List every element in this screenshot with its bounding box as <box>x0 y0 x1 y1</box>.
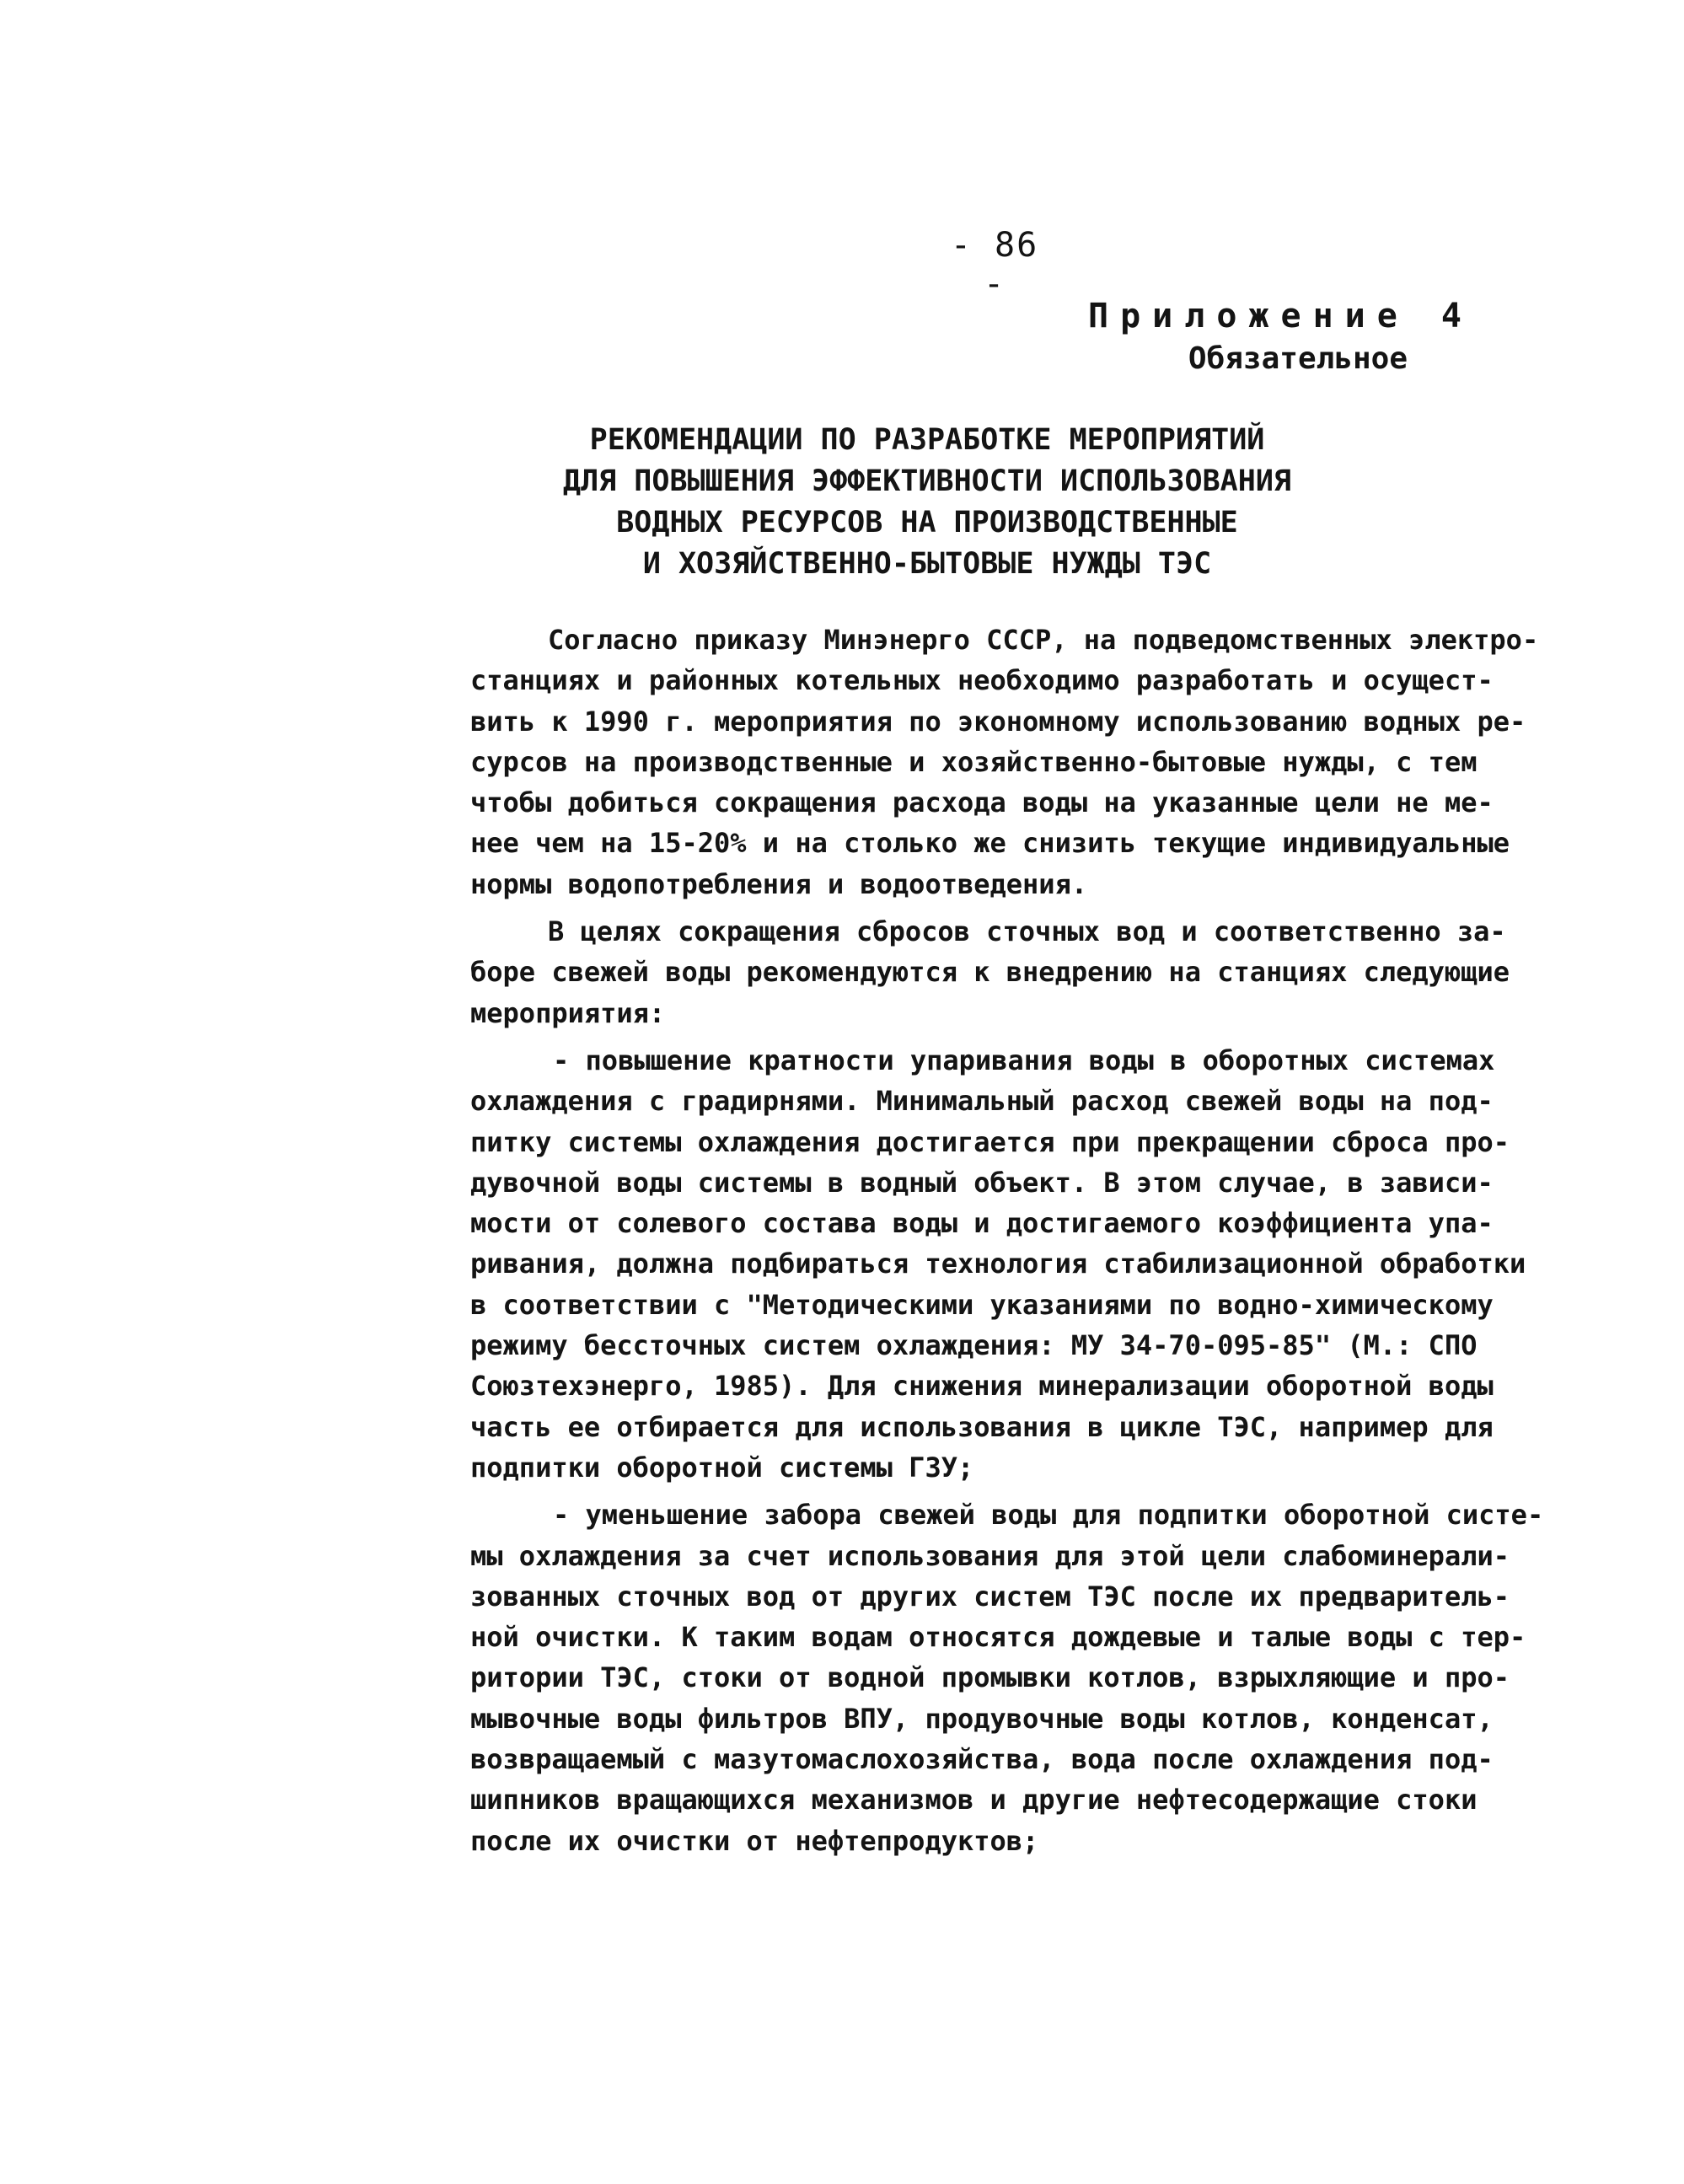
text-line: мы охлаждения за счет использования для этой цели слабоминерали- <box>470 1539 1510 1572</box>
text-line: чтобы добиться сокращения расхода воды на указанные цели не ме- <box>470 786 1494 819</box>
text-line: ривания, должна подбираться технология стабилизационной обработки <box>470 1248 1526 1280</box>
title-line: РЕКОМЕНДАЦИИ ПО РАЗРАБОТКЕ МЕРОПРИЯТИЙ <box>589 423 1265 457</box>
text-line: ной очистки. К таким водам относятся дождевые и талые воды с тер- <box>470 1621 1526 1654</box>
text-line: после их очистки от нефтепродуктов; <box>470 1824 1039 1857</box>
text-line: шипников вращающихся механизмов и другие нефтесодержащие стоки <box>470 1784 1478 1816</box>
paragraph-fresh-water <box>470 1494 1544 1861</box>
body-text <box>470 620 1544 1861</box>
text-line: охлаждения с градирнями. Минимальный расход свежей воды на под- <box>470 1085 1494 1118</box>
text-line: нее чем на 15-20% и на столько же снизить текущие индивидуальные <box>470 827 1510 860</box>
text-line: дувочной воды системы в водный объект. В этом случае, в зависи- <box>470 1166 1494 1199</box>
appendix-status: Обязательное <box>1188 341 1408 376</box>
text-line: питку системы охлаждения достигается при прекращении сброса про- <box>470 1125 1510 1158</box>
text-line: В целях сокращения сбросов сточных вод и соответственно за- <box>548 915 1506 948</box>
text-line: в соответствии с "Методическими указаниями по водно-химическому <box>470 1288 1494 1321</box>
text-line: ритории ТЭС, стоки от водной промывки котлов, взрыхляющие и про- <box>470 1661 1510 1694</box>
text-line: мероприятия: <box>470 996 666 1029</box>
text-line: Союзтехэнерго, 1985). Для снижения минерализации оборотной воды <box>470 1370 1494 1403</box>
text-line: мывочные воды фильтров ВПУ, продувочные воды котлов, конденсат, <box>470 1702 1494 1735</box>
text-line: зованных сточных вод от других систем ТЭС после их предваритель- <box>470 1580 1510 1613</box>
text-line: Согласно приказу Минэнерго СССР, на подведомственных электро- <box>548 624 1539 656</box>
paragraph-intro <box>470 620 1541 904</box>
text-line: режиму бессточных систем охлаждения: МУ 34-70-095-85" (М.: СПО <box>470 1329 1478 1362</box>
text-line: подпитки оборотной системы ГЗУ; <box>470 1451 974 1484</box>
text-line: часть ее отбирается для использования в цикле ТЭС, например для <box>470 1410 1494 1443</box>
title-line: ДЛЯ ПОВЫШЕНИЯ ЭФФЕКТИВНОСТИ ИСПОЛЬЗОВАНИЯ <box>563 464 1291 498</box>
document-title <box>472 420 1382 585</box>
text-line: мости от солевого состава воды и достигаемого коэффициента упа- <box>470 1207 1494 1240</box>
text-line: боре свежей воды рекомендуются к внедрению на станциях следующие <box>470 956 1510 989</box>
text-line: вить к 1990 г. мероприятия по экономному использованию водных ре- <box>470 705 1526 738</box>
title-line: И ХОЗЯЙСТВЕННО-БЫТОВЫЕ НУЖДЫ ТЭС <box>642 547 1212 581</box>
paragraph-evaporation <box>470 1040 1541 1488</box>
text-line: нормы водопотребления и водоотведения. <box>470 867 1088 900</box>
text-line: - уменьшение забора свежей воды для подпитки оборотной систе- <box>553 1499 1544 1532</box>
page-number: - 86 - <box>950 226 1039 303</box>
text-line: возвращаемый с мазутомаслохозяйства, вода после охлаждения под- <box>470 1743 1494 1776</box>
paragraph-measures-intro <box>470 911 1541 1033</box>
title-line: ВОДНЫХ РЕСУРСОВ НА ПРОИЗВОДСТВЕННЫЕ <box>616 506 1238 539</box>
text-line: станциях и районных котельных необходимо разработать и осущест- <box>470 664 1494 697</box>
appendix-label: Приложение 4 <box>1088 297 1473 335</box>
text-line: - повышение кратности упаривания воды в оборотных системах <box>553 1044 1495 1076</box>
text-line: сурсов на производственные и хозяйственно-бытовые нужды, с тем <box>470 745 1478 778</box>
